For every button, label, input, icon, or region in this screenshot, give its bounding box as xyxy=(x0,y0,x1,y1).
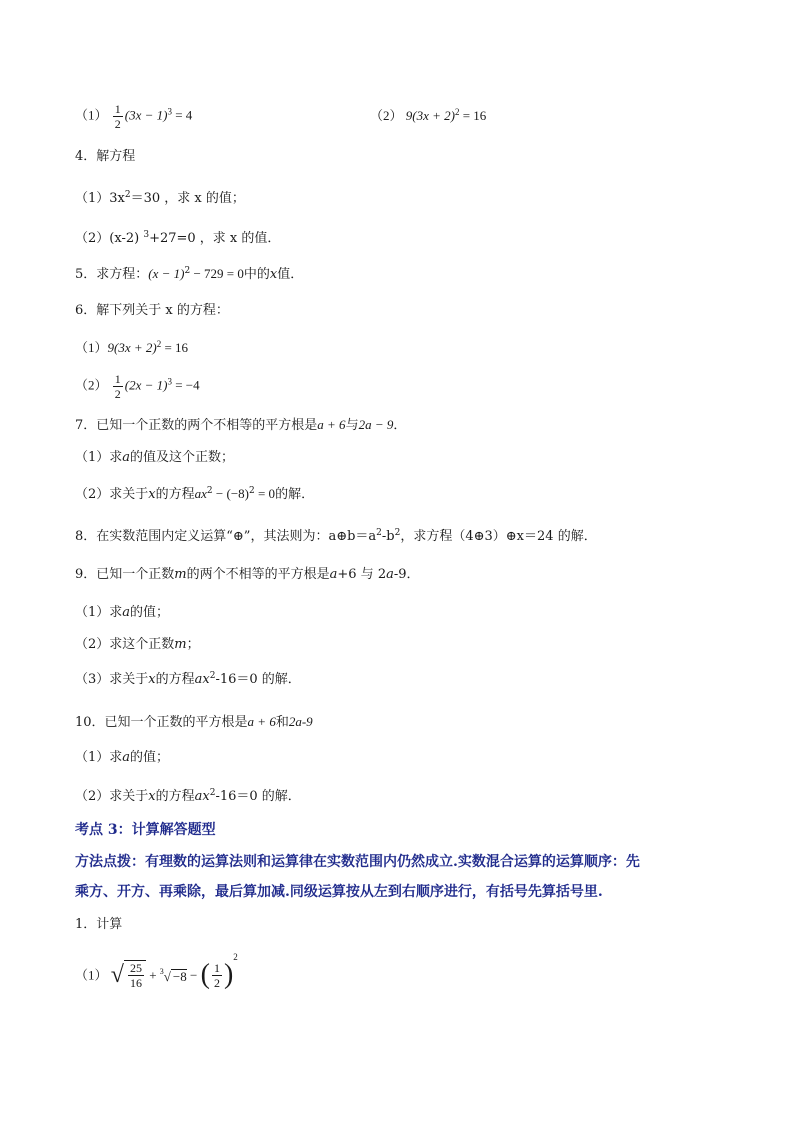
method-tip-line-1: 方法点拨：有理数的运算法则和运算律在实数范围内仍然成立.实数混合运算的运算顺序：先 xyxy=(75,854,640,870)
q5: 5．求方程：$(x - 1)^2 - 729 = 0$中的x值． xyxy=(75,266,304,282)
q7: 7．已知一个正数的两个不相等的平方根是a + 6与2a − 9． xyxy=(75,417,407,433)
q7-part1: （1）求a的值及这个正数； xyxy=(75,450,235,465)
q10-part2: （2）求关于x的方程$ax^2-16=0$ 的解． xyxy=(75,788,301,804)
q4-part2: （2）(x-2) $^3$+27=0 ，求 x 的值． xyxy=(75,230,281,246)
calc-title: 1．计算 xyxy=(75,917,123,932)
method-tip-line-2: 乘方、开方、再乘除，最后算加减.同级运算按从左到右顺序进行，有括号先算括号里. xyxy=(75,884,603,900)
q8: 8．在实数范围内定义运算“⊕”，其法则为：$a\oplus b=a^2-b^2$，求方程（4⊕3）⊕x＝24 的解． xyxy=(75,528,597,544)
q10-part1: （1）求a的值； xyxy=(75,750,170,765)
q6-title: 6．解下列关于 x 的方程： xyxy=(75,303,229,318)
q4-title: 4．解方程 xyxy=(75,149,136,164)
q10: 10．已知一个正数的平方根是a + 6和2a-9 xyxy=(75,714,313,730)
q9-part3: （3）求关于x的方程$ax^2-16=0$ 的解． xyxy=(75,671,301,687)
fraction-half: $\frac{1}{2}$ xyxy=(114,102,121,131)
fraction-half: $\frac{1}{2}$ xyxy=(213,960,220,990)
square-root: √ $\frac{25}{16}$ xyxy=(111,960,146,990)
q7-part2: （2）求关于x的方程$ax^2 - (-8)^2 = 0$的解． xyxy=(75,486,315,502)
cube-root: $^3$√ −8 xyxy=(159,966,187,984)
section-heading: 考点 3：计算解答题型 xyxy=(75,822,216,838)
q9: 9．已知一个正数m的两个不相等的平方根是a+6 与 2a-9． xyxy=(75,567,420,582)
q9-part1: （1）求a的值； xyxy=(75,605,170,620)
fraction-25-16: $\frac{25}{16}$ xyxy=(129,961,142,991)
q9-part2: （2）求这个正数m； xyxy=(75,637,200,652)
item-label: （1） xyxy=(75,107,108,123)
q4-part1: $(1)3x^2=30$ ，求 x 的值； xyxy=(75,190,245,206)
fraction-half: $\frac{1}{2}$ xyxy=(114,372,121,401)
calc-part1: （1） √ $\frac{25}{16}$ + $^3$√ −8 − ( $\frac{1}{2}$ )$^2$ xyxy=(75,952,238,991)
problem-row-1-right: （2） $9(3x + 2)^2 = 16$ xyxy=(370,107,487,123)
q6-part1: $(1)9(3x + 2)^2 = 16$ xyxy=(75,339,189,355)
q6-part2: （2） $\frac{1}{2}$ $(2x - 1)^3 = -4$ xyxy=(75,372,200,401)
problem-row-1: （1） $\frac{1}{2}$ $(3x - 1)^3 = 4$ xyxy=(75,102,193,131)
